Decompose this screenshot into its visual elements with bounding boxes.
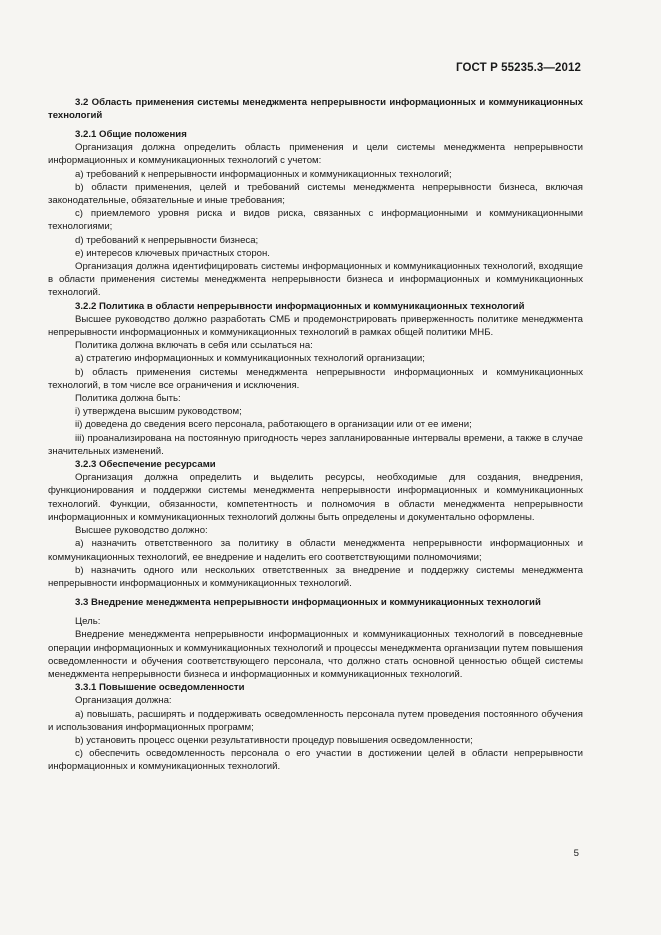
paragraph: Политика должна быть: — [75, 393, 181, 405]
paragraph: iii) проанализирована на постоянную пригодность через запланированные интервалы времени, а также в случае значительных изменений. — [48, 432, 583, 457]
paragraph: c) приемлемого уровня риска и видов риска, связанных с информационными и коммуникационными технологиями; — [48, 208, 583, 233]
subsection-heading: 3.2.2 Политика в области непрерывности информационных и коммуникационных технологий — [75, 300, 525, 312]
paragraph: Организация должна: — [75, 695, 172, 707]
document-body — [48, 90, 583, 774]
paragraph: Внедрение менеджмента непрерывности информационных и коммуникационных технологий в повседневные операции информационных и коммуникационных технологий и процессы менеджмента организации путем повышения осведомленности и обучения соответствующего персонала, что должно стать основной ценностью общей системы менеджмента непрерывности бизнеса и информационных и коммуникационных технологий. — [48, 629, 583, 680]
paragraph: a) повышать, расширять и поддерживать осведомленность персонала путем проведения постоянного обучения и использования информационных программ; — [48, 708, 583, 733]
paragraph: b) области применения, целей и требований системы менеджмента непрерывности бизнеса, включая законодательные, обязательные и иные требования; — [48, 181, 583, 207]
paragraph: Политика должна включать в себя или ссылаться на: — [75, 340, 313, 352]
paragraph: d) требований к непрерывности бизнеса; — [75, 234, 259, 246]
paragraph: c) обеспечить осведомленность персонала о его участии в достижении целей в области непрерывности информационных и коммуникационных технологий. — [48, 748, 583, 773]
paragraph: a) назначить ответственного за политику в области менеджмента непрерывности информационных и коммуникационных технологий, ее внедрение и наделить его соответствующими полномочиями; — [48, 538, 583, 563]
paragraph: b) область применения системы менеджмента непрерывности информационных и коммуникационных технологий, в том числе все ограничения и исключения. — [48, 366, 583, 391]
page-number: 5 — [573, 848, 579, 859]
paragraph: a) стратегию информационных и коммуникационных технологий организации; — [75, 353, 425, 365]
paragraph: Высшее руководство должно разработать СМБ и продемонстрировать приверженность политике менеджмента непрерывности информационных и коммуникационных технологий в рамках общей политики МНБ. — [48, 313, 583, 339]
paragraph: Организация должна определить область применения и цели системы менеджмента непрерывности информационных и коммуникационных технологий с учетом: — [48, 142, 583, 167]
paragraph: a) требований к непрерывности информационных и коммуникационных технологий; — [75, 168, 452, 180]
paragraph: Высшее руководство должно: — [75, 525, 208, 537]
paragraph: e) интересов ключевых причастных сторон. — [75, 247, 270, 259]
document-id-header: ГОСТ Р 55235.3—2012 — [456, 62, 581, 74]
section-heading: 3.3 Внедрение менеджмента непрерывности информационных и коммуникационных технологий — [75, 597, 541, 609]
paragraph: Организация должна идентифицировать системы информационных и коммуникационных технологий, входящие в области применения системы менеджмента непрерывности бизнеса и информационных и коммуникационных технологий. — [48, 261, 583, 299]
paragraph: b) назначить одного или нескольких ответственных за внедрение и поддержку системы менеджмента непрерывности информационных и коммуникационных технологий. — [48, 564, 583, 589]
paragraph: ii) доведена до сведения всего персонала, работающего в организации или от ее имени; — [75, 419, 472, 431]
paragraph: i) утверждена высшим руководством; — [75, 406, 242, 418]
subsection-heading: 3.2.1 Общие положения — [75, 129, 187, 140]
section-heading: 3.2 Область применения системы менеджмента непрерывности информационных и коммуникационных технологий — [48, 97, 583, 121]
paragraph: Цель: — [75, 616, 101, 628]
paragraph: Организация должна определить и выделить ресурсы, необходимые для создания, внедрения, функционирования и поддержки системы менеджмента непрерывности информационных и коммуникационных технологий. Функции, обязанности, компетентность и полномочия в области менеджмента непрерывности информационных и коммуникационных технологий должны быть определены и документально оформлены. — [48, 472, 583, 523]
paragraph: b) установить процесс оценки результативности процедур повышения осведомленности; — [75, 734, 473, 746]
subsection-heading: 3.2.3 Обеспечение ресурсами — [75, 459, 216, 471]
subsection-heading: 3.3.1 Повышение осведомленности — [75, 682, 245, 694]
